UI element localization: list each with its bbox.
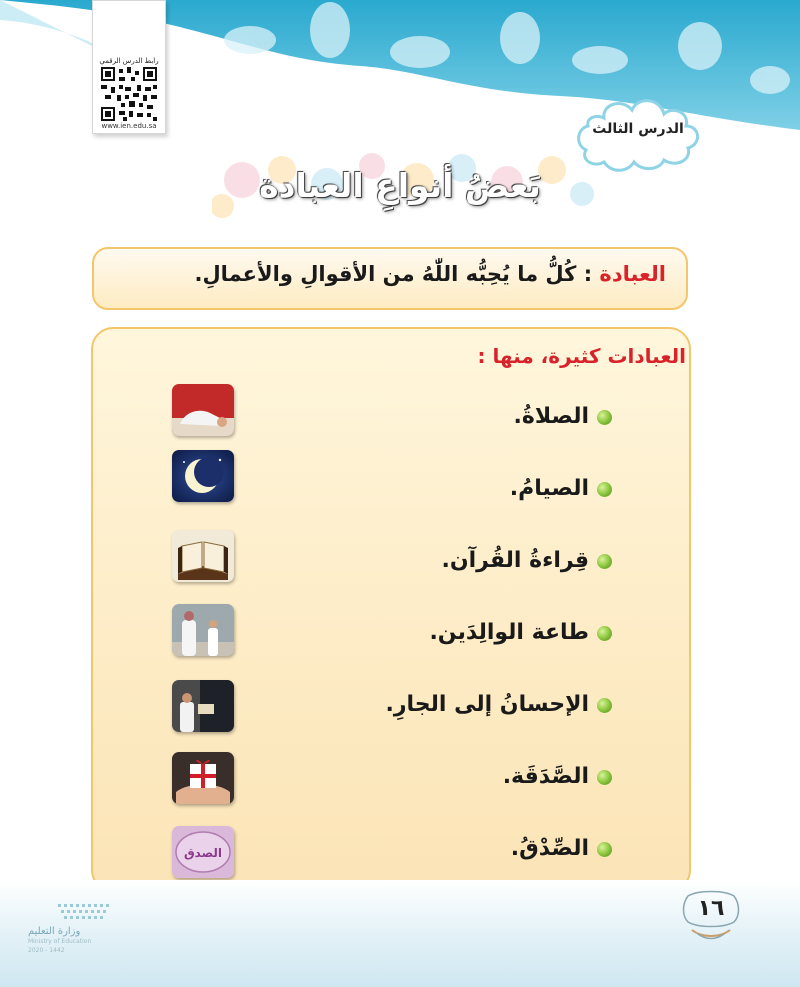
quran-icon xyxy=(172,530,234,582)
definition-term: العبادة xyxy=(599,262,666,286)
truth-icon xyxy=(172,826,234,878)
list-item-label: الصِّدْقُ. xyxy=(510,836,589,861)
list-item-label: طاعة الوالِدَين. xyxy=(429,620,589,645)
truth-image-text: الصدق xyxy=(183,846,223,860)
list-item-truthfulness xyxy=(282,836,612,861)
page-number: ١٦ xyxy=(697,896,725,921)
definition-separator: : xyxy=(576,262,600,286)
list-item-neighbor xyxy=(282,692,612,717)
list-item-label: الصلاةُ. xyxy=(513,404,589,429)
gift-icon xyxy=(172,752,234,804)
list-item-fasting xyxy=(282,476,612,501)
qr-url[interactable]: www.ien.edu.sa xyxy=(101,122,157,130)
crescent-moon-icon xyxy=(172,450,234,502)
definition-text xyxy=(194,262,666,286)
green-bullet-icon xyxy=(597,770,612,785)
qr-caption: رابط الدرس الرقمي xyxy=(99,57,159,65)
green-bullet-icon xyxy=(597,410,612,425)
page-title: بَعضُ أنواعِ العبادة xyxy=(259,166,541,205)
list-item-parents xyxy=(282,620,612,645)
ministry-name: وزارة التعليم xyxy=(28,926,81,937)
qr-code-icon xyxy=(101,67,157,121)
list-item-label: الصَّدَقَة. xyxy=(502,764,589,789)
green-bullet-icon xyxy=(597,482,612,497)
green-bullet-icon xyxy=(597,698,612,713)
list-item-label: الصيامُ. xyxy=(509,476,589,501)
list-heading: العبادات كثيرة، منها : xyxy=(477,344,686,368)
prayer-icon xyxy=(172,384,234,436)
green-bullet-icon xyxy=(597,842,612,857)
list-item-label: قِراءةُ القُرآن. xyxy=(441,548,589,573)
green-bullet-icon xyxy=(597,626,612,641)
green-bullet-icon xyxy=(597,554,612,569)
ministry-year: 2020 - 1442 xyxy=(28,947,65,954)
definition-box xyxy=(92,247,688,310)
list-item-quran xyxy=(282,548,612,573)
lesson-label: الدرس الثالث xyxy=(592,121,684,137)
list-item-label: الإحسانُ إلى الجارِ. xyxy=(385,692,589,717)
ministry-sub: Ministry of Education xyxy=(28,938,92,945)
neighbor-icon xyxy=(172,680,234,732)
definition-body: كُلُّ ما يُحِبُّه اللّٰهُ من الأقوالِ والأعمالِ. xyxy=(194,262,577,286)
list-item-charity xyxy=(282,764,612,789)
qr-card[interactable] xyxy=(92,0,166,134)
list-item-prayer xyxy=(282,404,612,429)
parents-icon xyxy=(172,604,234,656)
